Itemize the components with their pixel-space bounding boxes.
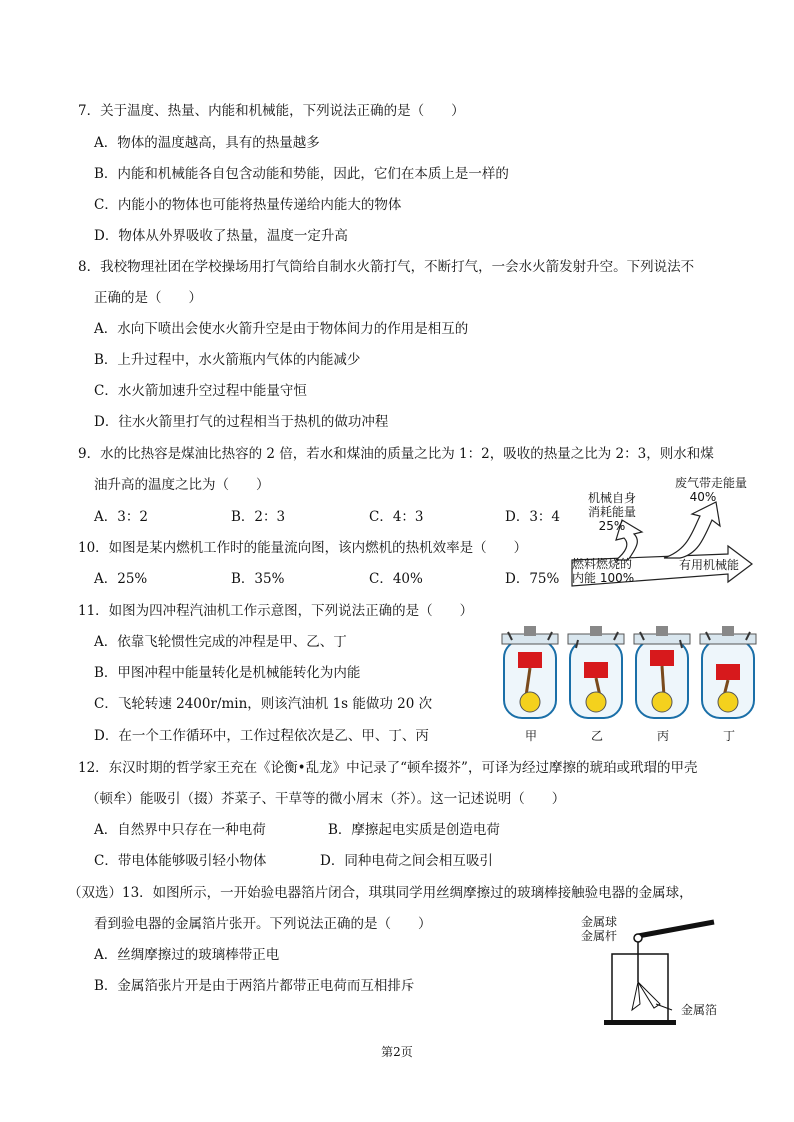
q8-stem-line2: 正确的是（ ） (94, 290, 202, 306)
foil-pointer (656, 1004, 672, 1010)
exhaust-percent: 40% (689, 490, 717, 504)
metal-rod-label: 金属杆 (580, 929, 617, 943)
q9-option-b: B．2：3 (231, 509, 286, 525)
q9-option-a: A．3：2 (94, 509, 148, 525)
q12-option-a: A．自然界中只存在一种电荷 (94, 822, 266, 838)
engine-bing (634, 626, 690, 718)
q10-option-b: B．35% (231, 571, 285, 587)
q12-stem-line2: （顿牟）能吸引（掇）芥菜子、干草等的微小屑末（芥）。这一记述说明（ ） (86, 791, 566, 807)
q12-option-d: D．同种电荷之间会相互吸引 (320, 853, 493, 869)
engine-cylinders (496, 622, 760, 722)
fuel-label-1: 燃料燃烧的 (572, 557, 633, 571)
q7-option-c: C．内能小的物体也可能将热量传递给内能大的物体 (94, 197, 402, 213)
exhaust-label: 废气带走能量 (674, 476, 747, 490)
q13-option-b: B．金属箔张片开是由于两箔片都带正电荷而互相排斥 (94, 978, 415, 994)
q10-option-d: D．75% (505, 571, 560, 587)
q11-stem: 11．如图为四冲程汽油机工作示意图，下列说法正确的是（ ） (78, 603, 474, 619)
q7-option-d: D．物体从外界吸收了热量，温度一定升高 (94, 228, 348, 244)
q13-stem-line1: （双选）13．如图所示，一开始验电器箔片闭合，琪琪同学用丝绸摩擦过的玻璃棒接触验电器的金属球， (68, 885, 693, 901)
q7-option-b: B．内能和机械能各自包含动能和势能，因此，它们在本质上是一样的 (94, 166, 509, 182)
engine-jia (502, 626, 558, 718)
energy-flow-diagram (568, 474, 758, 594)
engine-label-ding: 丁 (722, 729, 735, 743)
engine-yi (568, 626, 624, 718)
electroscope-diagram (568, 912, 728, 1032)
q7-option-a: A．物体的温度越高，具有的热量越多 (94, 135, 320, 151)
fuel-label-2: 内能 100% (572, 571, 635, 585)
q13-stem-line2: 看到验电器的金属箔片张开。下列说法正确的是（ ） (94, 916, 432, 932)
q10-option-c: C．40% (369, 571, 423, 587)
jar-outline (612, 954, 668, 1022)
electroscope-base (604, 1020, 676, 1025)
q12-stem-line1: 12．东汉时期的哲学家王充在《论衡•乱龙》中记录了“顿牟掇芥”，可译为经过摩擦的琥珀或玳瑁的甲壳 (78, 760, 698, 776)
q9-option-d: D．3：4 (505, 509, 561, 525)
q12-option-b: B．摩擦起电实质是创造电荷 (328, 822, 500, 838)
q7-stem: 7．关于温度、热量、内能和机械能，下列说法正确的是（ ） (78, 103, 465, 119)
q8-option-c: C．水火箭加速升空过程中能量守恒 (94, 383, 307, 399)
q11-option-a: A．依靠飞轮惯性完成的冲程是甲、乙、丁 (94, 634, 347, 650)
q11-option-b: B．甲图冲程中能量转化是机械能转化为内能 (94, 665, 361, 681)
mech-loss-label-2: 消耗能量 (587, 505, 636, 519)
engine-label-yi: 乙 (590, 729, 603, 743)
q9-stem-line2: 油升高的温度之比为（ ） (94, 477, 270, 493)
q9-option-c: C．4：3 (369, 509, 424, 525)
q11-option-d: D．在一个工作循环中，工作过程依次是乙、甲、丁、丙 (94, 728, 429, 744)
mech-loss-percent: 25% (598, 519, 626, 533)
engine-ding (700, 626, 756, 718)
metal-foil-label: 金属箔 (680, 1003, 717, 1017)
exhaust-arrow (664, 502, 720, 558)
foil-left (632, 982, 640, 1010)
q10-option-a: A．25% (94, 571, 148, 587)
glass-rod (638, 922, 714, 936)
metal-ball-label: 金属球 (580, 915, 617, 929)
q9-stem-line1: 9．水的比热容是煤油比热容的 2 倍，若水和煤油的质量之比为 1：2，吸收的热量之比为 2：3，则水和煤 (78, 446, 714, 462)
q8-option-b: B．上升过程中，水火箭瓶内气体的内能减少 (94, 352, 361, 368)
page-number: 第2页 (381, 1045, 413, 1059)
q11-option-c: C．飞轮转速 2400r/min，则该汽油机 1s 能做功 20 次 (94, 696, 433, 712)
q8-option-d: D．往水火箭里打气的过程相当于热机的做功冲程 (94, 414, 389, 430)
q10-stem: 10．如图是某内燃机工作时的能量流向图，该内燃机的热机效率是（ ） (78, 540, 528, 556)
engine-label-jia: 甲 (524, 729, 537, 743)
q12-option-c: C．带电体能够吸引轻小物体 (94, 853, 267, 869)
q8-stem-line1: 8．我校物理社团在学校操场用打气筒给自制水火箭打气，不断打气，一会水火箭发射升空。下列说法不 (78, 259, 695, 275)
engine-label-bing: 丙 (656, 729, 669, 743)
metal-ball (634, 934, 642, 942)
engine-strokes-diagram (496, 622, 760, 742)
q13-option-a: A．丝绸摩擦过的玻璃棒带正电 (94, 947, 280, 963)
mech-loss-label-1: 机械自身 (587, 491, 636, 505)
q8-option-a: A．水向下喷出会使水火箭升空是由于物体间力的作用是相互的 (94, 321, 469, 337)
useful-energy-label: 有用机械能 (678, 558, 739, 572)
